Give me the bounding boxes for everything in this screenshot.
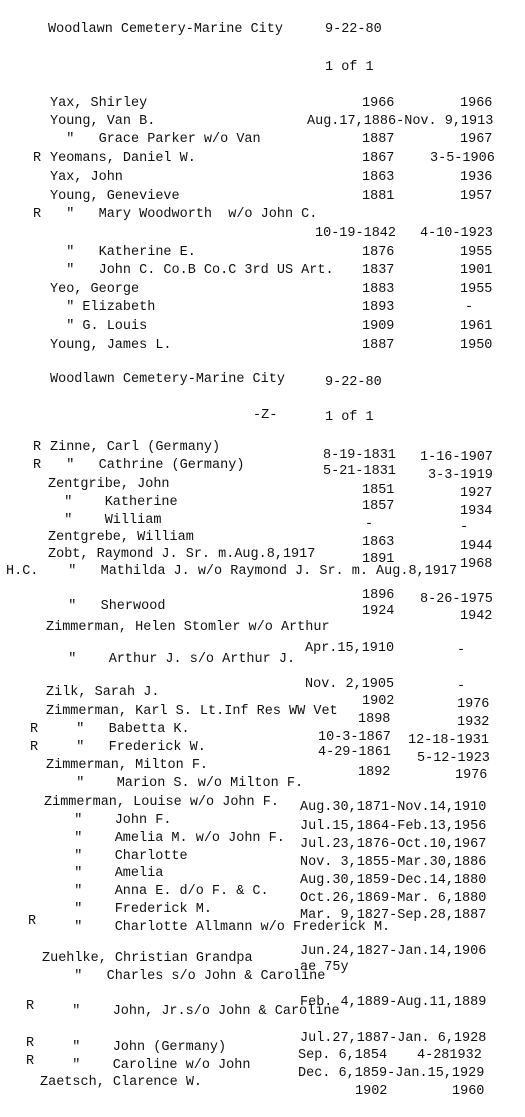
entry-mark: R [33,440,42,455]
entry-name: " Amelia M. w/o John F. [58,831,285,846]
entry-name: Zentgrebe, William [48,530,194,545]
entry-name: Yax, John [50,170,123,185]
page-indicator: 1 of 1 [325,410,374,425]
entry-birth: 1898 [358,712,391,727]
entry-name: " John F. [58,813,172,828]
entry-birth: 1887 [362,132,395,147]
entry-birth: 8-19-1831 [323,448,396,463]
entry-name: " John, Jr.s/o John & Caroline [56,1004,340,1019]
entry-death: 1950 [460,338,493,353]
entry-death: - [457,643,466,658]
entry-name: " William [48,513,162,528]
entry-birth: 1966 [362,96,395,111]
entry-birth: 1863 [362,535,395,550]
section-date: 9-22-80 [325,375,382,390]
entry-mark: R [28,914,37,929]
entry-birth: 10-3-1867 [318,730,391,745]
entry-death: 1942 [460,609,493,624]
entry-birth: 5-21-1831 [323,464,396,479]
entry-death: 1955 [460,282,493,297]
entry-birth: Oct.26,1869-Mar. 6,1880 [300,891,487,906]
entry-birth: 1892 [358,765,391,780]
entry-death: 1967 [460,132,493,147]
section-header: Woodlawn Cemetery-Marine City [48,22,283,37]
entry-name: " Charlotte [58,849,188,864]
entry-birth: 1924 [362,604,395,619]
entry-death: 4-281932 [417,1048,482,1063]
entry-name: Zentgribe, John [48,477,170,492]
entry-death: 1960 [452,1084,485,1099]
entry-death: 1944 [460,539,493,554]
entry-death: 1936 [460,170,493,185]
entry-death: 1-16-1907 [420,450,493,465]
entry-name: " Mathilda J. w/o Raymond J. Sr. m. Aug.8,1917 [52,564,458,579]
entry-death: 1976 [457,697,490,712]
entry-name: " Elizabeth [50,300,156,315]
entry-birth: Aug.30,1871-Nov.14,1910 [300,800,487,815]
entry-birth: 1887 [362,338,395,353]
entry-name: Yeo, George [50,282,140,297]
entry-name: Zuehlke, Christian Grandpa [42,951,253,966]
entry-name: Young, Van B. [50,114,156,129]
entry-name: " Caroline w/o John [56,1058,251,1073]
entry-name: Zinne, Carl (Germany) [50,440,221,455]
entry-birth: 1851 [362,483,395,498]
entry-birth: 1902 [355,1084,388,1099]
entry-name: " Marion S. w/o Milton F. [60,776,304,791]
entry-death: 1934 [460,504,493,519]
entry-name: " John (Germany) [56,1040,227,1055]
entry-name: Zimmerman, Helen Stomler w/o Arthur [46,620,330,635]
entry-name: Zilk, Sarah J. [46,685,160,700]
entry-birth: Jul.27,1887-Jan. 6,1928 [300,1031,487,1046]
entry-name: " G. Louis [50,319,148,334]
entry-death: - [457,679,466,694]
entry-death: 1976 [455,768,488,783]
entry-name: " Mary Woodworth w/o John C. [50,207,318,222]
entry-birth: Nov. 2,1905 [305,677,395,692]
entry-name: " Sherwood [52,599,166,614]
entry-death: 12-18-1931 [408,733,490,748]
entry-death: 1968 [460,557,493,572]
entry-name: " Charles s/o John & Caroline [58,969,326,984]
entry-death: 3-3-1919 [428,468,493,483]
entry-death: 1901 [460,263,493,278]
entry-name: " Katherine [48,495,178,510]
entry-birth: 1893 [362,300,395,315]
entry-birth: 1883 [362,282,395,297]
entry-birth: 1867 [362,151,395,166]
entry-mark: R [33,458,42,473]
entry-death: 3-5-1906 [430,151,495,166]
entry-birth: Aug.17,1886-Nov. 9,1913 [307,114,494,129]
entry-birth: 1909 [362,319,395,334]
entry-death: 4-10-1923 [420,226,493,241]
entry-death: 1957 [460,189,493,204]
entry-mark: R [26,1054,35,1069]
entry-mark: R [26,1036,35,1051]
entry-name: " Charlotte Allmann w/o Frederick M. [58,920,391,935]
entry-death: 8-26-1975 [420,592,493,607]
entry-name: " Anna E. d/o F. & C. [58,884,269,899]
entry-name: " John C. Co.B Co.C 3rd US Art. [50,263,334,278]
page-indicator: 1 of 1 [325,60,374,75]
entry-birth: Sep. 6,1854 [298,1048,388,1063]
entry-birth: Mar. 9,1827-Sep.28,1887 [300,908,487,923]
entry-name: " Grace Parker w/o Van [50,132,261,147]
entry-birth: ae 75y [300,960,349,975]
entry-name: Zimmerman, Louise w/o John F. [44,795,279,810]
section-date: 9-22-80 [325,22,382,37]
entry-name: " Frederick W. [60,740,206,755]
entry-mark: R [26,999,35,1014]
entry-mark: R [30,722,39,737]
entry-death: - [460,520,469,535]
entry-name: Zimmerman, Karl S. Lt.Inf Res WW Vet [46,704,338,719]
entry-death: 1961 [460,319,493,334]
entry-birth: 1891 [362,552,395,567]
entry-death: 1955 [460,245,493,260]
entry-death: 5-12-1923 [417,751,490,766]
entry-birth: Nov. 3,1855-Mar.30,1886 [300,855,487,870]
entry-name: Yeomans, Daniel W. [50,151,196,166]
entry-birth: Jul.15,1864-Feb.13,1956 [300,819,487,834]
entry-name: Young, James L. [50,338,172,353]
entry-birth: - [365,517,374,532]
entry-death: - [465,300,474,315]
entry-mark: R [30,740,39,755]
entry-birth: 10-19-1842 [315,226,397,241]
entry-name: Zobt, Raymond J. Sr. m.Aug.8,1917 [48,547,316,562]
entry-name: Yax, Shirley [50,96,148,111]
entry-birth: 1863 [362,170,395,185]
entry-death: 1932 [457,715,490,730]
entry-name: Zimmerman, Milton F. [46,758,209,773]
entry-birth: Dec. 6,1859-Jan.15,1929 [298,1066,485,1081]
entry-name: Young, Genevieve [50,189,180,204]
entry-name: Zaetsch, Clarence W. [40,1075,203,1090]
entry-birth: Apr.15,1910 [305,641,395,656]
entry-birth: 1881 [362,189,395,204]
entry-name: " Frederick M. [58,902,212,917]
entry-mark: R [33,151,42,166]
entry-name: " Amelia [58,866,164,881]
entry-name: " Arthur J. s/o Arthur J. [52,652,296,667]
section-letter: -Z- [253,408,278,423]
section-header: Woodlawn Cemetery-Marine City [50,372,285,387]
entry-death: 1966 [460,96,493,111]
entry-birth: Aug.30,1859-Dec.14,1880 [300,873,487,888]
entry-birth: 1876 [362,245,395,260]
entry-birth: 4-29-1861 [318,745,391,760]
entry-mark: R [33,207,42,222]
entry-name: " Katherine E. [50,245,196,260]
entry-birth: Jun.24,1827-Jan.14,1906 [300,944,487,959]
entry-birth: 1896 [362,588,395,603]
entry-birth: Feb. 4,1889-Aug.11,1889 [300,995,487,1010]
entry-name: " Babetta K. [60,722,190,737]
entry-birth: 1902 [362,694,395,709]
entry-mark: H.C. [6,564,39,579]
entry-birth: 1837 [362,263,395,278]
entry-birth: 1857 [362,499,395,514]
entry-name: " Cathrine (Germany) [50,458,245,473]
entry-birth: Jul.23,1876-Oct.10,1967 [300,837,487,852]
entry-death: 1927 [460,486,493,501]
